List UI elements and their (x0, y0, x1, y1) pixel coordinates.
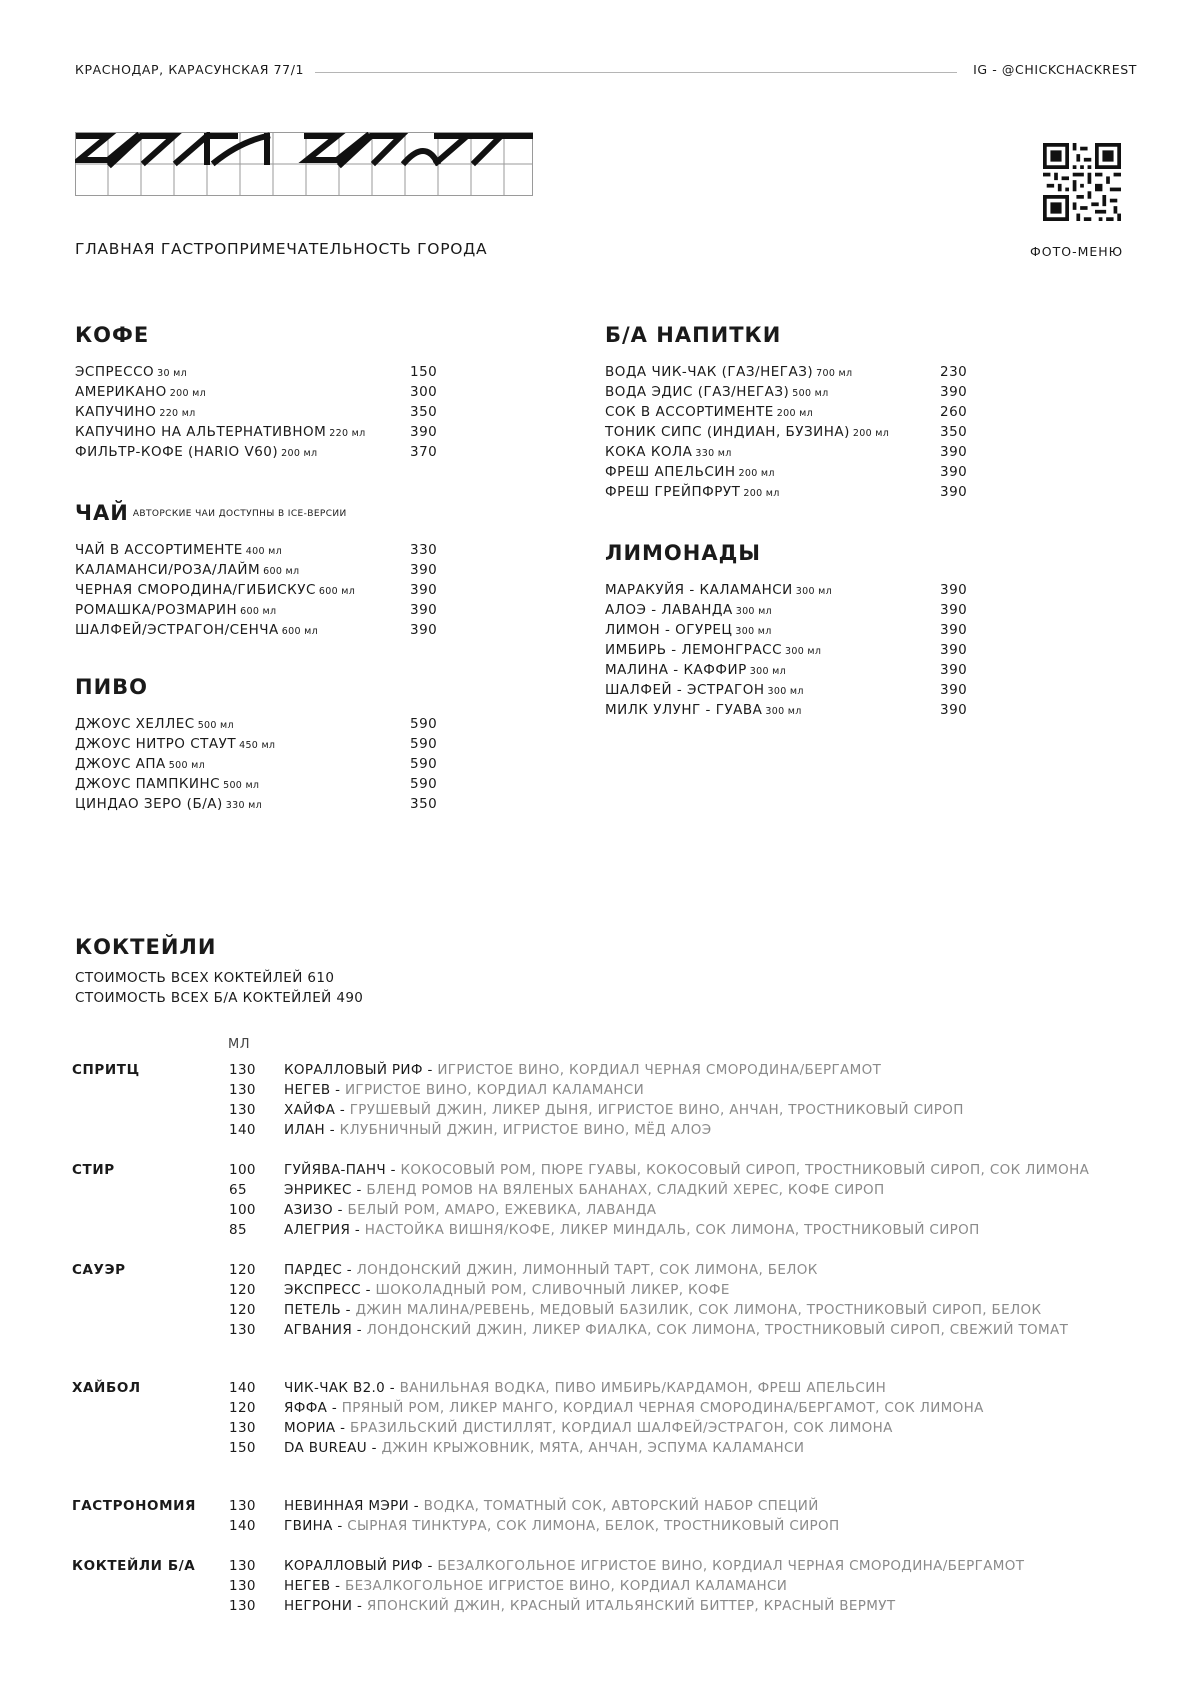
cocktail-separator: - (422, 1558, 438, 1574)
cocktail-name: НЕГЕВ (284, 1578, 331, 1594)
menu-item (75, 774, 438, 794)
cocktail-row (72, 1516, 1182, 1536)
menu-item (75, 442, 438, 462)
cocktail-ingredients: ИГРИСТОЕ ВИНО, КОРДИАЛ КАЛАМАНСИ (344, 1082, 645, 1098)
item-price: 330 (410, 542, 438, 558)
section-soft-drinks (605, 322, 968, 502)
cocktail-name: НЕВИННАЯ МЭРИ (284, 1498, 410, 1514)
item-price: 350 (940, 424, 968, 440)
cocktail-group (72, 1496, 1182, 1536)
item-volume: 300 мл (785, 646, 822, 657)
section-title-text: ЧАЙ (75, 501, 129, 525)
tagline: ГЛАВНАЯ ГАСТРОПРИМЕЧАТЕЛЬНОСТЬ ГОРОДА (75, 240, 488, 258)
menu-item (75, 754, 438, 774)
menu-item (605, 680, 968, 700)
item-volume: 200 мл (852, 428, 890, 439)
menu-list (75, 714, 438, 814)
item-name: ШАЛФЕЙ/ЭСТРАГОН/СЕНЧА (75, 622, 279, 638)
cocktail-ingredients: ГРУШЕВЫЙ ДЖИН, ЛИКЕР ДЫНЯ, ИГРИСТОЕ ВИНО, АНЧАН, ТРОСТНИКОВЫЙ СИРОП (349, 1102, 964, 1118)
cocktail-row (72, 1260, 1182, 1280)
cocktail-name: DA BUREAU (284, 1440, 368, 1456)
cocktail-separator: - (385, 1162, 401, 1178)
menu-item (75, 560, 438, 580)
item-volume: 330 мл (225, 800, 262, 811)
item-name: ЧЕРНАЯ СМОРОДИНА/ГИБИСКУС (75, 582, 316, 598)
cocktail-name: ПАРДЕС (284, 1262, 343, 1278)
item-price: 390 (410, 582, 438, 598)
cocktail-volume: 130 (229, 1578, 256, 1594)
menu-list (605, 580, 968, 720)
cocktail-description (284, 1418, 893, 1438)
cocktail-volume: 120 (229, 1262, 256, 1278)
item-volume: 600 мл (318, 586, 356, 597)
cocktail-volume: 140 (229, 1122, 256, 1138)
cocktail-ingredients: ВАНИЛЬНАЯ ВОДКА, ПИВО ИМБИРЬ/КАРДАМОН, ФРЕШ АПЕЛЬСИН (399, 1380, 887, 1396)
cocktail-volume: 130 (229, 1102, 256, 1118)
item-price: 350 (410, 404, 438, 420)
cocktail-name: ЯФФА (284, 1400, 328, 1416)
cocktail-row (72, 1378, 1182, 1398)
item-name: ШАЛФЕЙ - ЭСТРАГОН (605, 682, 765, 698)
item-name: МИЛК УЛУНГ - ГУАВА (605, 702, 763, 718)
cocktail-volume: 150 (229, 1440, 256, 1456)
menu-item (605, 362, 968, 382)
cocktail-group (72, 1060, 1182, 1140)
cocktail-row (72, 1438, 1182, 1458)
cocktail-name: АЛЕГРИЯ (284, 1222, 351, 1238)
item-price: 370 (410, 444, 438, 460)
item-price: 390 (940, 484, 968, 500)
item-volume: 200 мл (169, 388, 206, 399)
cocktail-ingredients: ЯПОНСКИЙ ДЖИН, КРАСНЫЙ ИТАЛЬЯНСКИЙ БИТТЕР, КРАСНЫЙ ВЕРМУТ (366, 1598, 896, 1614)
menu-item (75, 714, 438, 734)
cocktail-group-name: КОКТЕЙЛИ Б/А (72, 1558, 196, 1574)
section-beer (75, 674, 438, 814)
item-price: 590 (410, 716, 438, 732)
cocktail-ingredients: БЛЕНД РОМОВ НА ВЯЛЕНЫХ БАНАНАХ, СЛАДКИЙ ХЕРЕС, КОФЕ СИРОП (366, 1182, 885, 1198)
cocktail-row (72, 1060, 1182, 1080)
cocktail-separator: - (352, 1598, 367, 1614)
instagram-handle: IG - @CHICKCHACKREST (973, 62, 1137, 77)
cocktail-description (284, 1496, 819, 1516)
item-name: МАЛИНА - КАФФИР (605, 662, 747, 678)
item-price: 390 (410, 562, 438, 578)
item-price: 390 (940, 622, 968, 638)
item-volume: 500 мл (223, 780, 260, 791)
cocktail-description (284, 1220, 980, 1240)
cocktail-row (72, 1300, 1182, 1320)
item-price: 390 (940, 662, 968, 678)
item-price: 590 (410, 776, 438, 792)
cocktail-description (284, 1516, 840, 1536)
item-volume: 500 мл (168, 760, 205, 771)
item-volume: 220 мл (159, 408, 196, 419)
item-name: ДЖОУС НИТРО СТАУТ (75, 736, 237, 752)
cocktail-row (72, 1596, 1182, 1616)
cocktail-description (284, 1120, 712, 1140)
cocktail-group-name: ХАЙБОЛ (72, 1380, 141, 1396)
item-price: 230 (940, 364, 968, 380)
item-price: 390 (940, 702, 968, 718)
cocktail-group (72, 1260, 1182, 1340)
cocktail-description (284, 1200, 656, 1220)
cocktail-ingredients: БЕЗАЛКОГОЛЬНОЕ ИГРИСТОЕ ВИНО, КОРДИАЛ ЧЕРНАЯ СМОРОДИНА/БЕРГАМОТ (437, 1558, 1025, 1574)
cocktail-row (72, 1418, 1182, 1438)
section-title: ПИВО (75, 675, 149, 699)
cocktail-separator: - (422, 1062, 438, 1078)
item-volume: 300 мл (767, 686, 804, 697)
cocktail-ingredients: КЛУБНИЧНЫЙ ДЖИН, ИГРИСТОЕ ВИНО, МЁД АЛОЭ (339, 1122, 712, 1138)
cocktail-separator: - (340, 1302, 356, 1318)
cocktail-name: ЭНРИКЕС (284, 1182, 352, 1198)
item-volume: 300 мл (749, 666, 786, 677)
menu-list (75, 362, 438, 462)
section-note: АВТОРСКИЕ ЧАИ ДОСТУПНЫ В ICE-ВЕРСИИ (132, 509, 347, 519)
menu-item (605, 620, 968, 640)
menu-item (75, 600, 438, 620)
cocktail-description (284, 1576, 787, 1596)
cocktail-name: КОРАЛЛОВЫЙ РИФ (284, 1062, 423, 1078)
section-tea (75, 500, 438, 640)
cocktail-description (284, 1556, 1024, 1576)
brand-logo (75, 132, 533, 196)
cocktail-volume: 130 (229, 1498, 256, 1514)
cocktail-group-name: САУЭР (72, 1262, 126, 1278)
cocktail-volume: 130 (229, 1420, 256, 1436)
cocktail-separator: - (327, 1400, 342, 1416)
cocktail-group (72, 1160, 1182, 1240)
item-price: 390 (940, 682, 968, 698)
item-name: КОКА КОЛА (605, 444, 693, 460)
menu-item (605, 600, 968, 620)
cocktail-ingredients: ШОКОЛАДНЫЙ РОМ, СЛИВОЧНЫЙ ЛИКЕР, КОФЕ (375, 1282, 730, 1298)
menu-item (75, 382, 438, 402)
item-price: 150 (410, 364, 438, 380)
menu-list (75, 540, 438, 640)
section-lemonades (605, 540, 968, 720)
item-volume: 330 мл (695, 448, 732, 459)
menu-item (75, 402, 438, 422)
item-name: ЭСПРЕССО (75, 364, 155, 380)
item-price: 390 (410, 602, 438, 618)
cocktail-row (72, 1100, 1182, 1120)
menu-item (605, 580, 968, 600)
cocktail-name: НЕГЕВ (284, 1082, 331, 1098)
item-volume: 600 мл (281, 626, 318, 637)
item-price: 390 (410, 424, 438, 440)
top-bar (75, 62, 1137, 78)
item-volume: 500 мл (792, 388, 829, 399)
cocktail-name: АЗИЗО (284, 1202, 334, 1218)
item-volume: 600 мл (263, 566, 300, 577)
cocktail-description (284, 1280, 730, 1300)
cocktail-description (284, 1080, 644, 1100)
cocktail-row (72, 1200, 1182, 1220)
cocktail-volume: 120 (229, 1400, 256, 1416)
cocktails-price-all: СТОИМОСТЬ ВСЕХ КОКТЕЙЛЕЙ 610 (75, 970, 335, 986)
cocktail-ingredients: БЕЗАЛКОГОЛЬНОЕ ИГРИСТОЕ ВИНО, КОРДИАЛ КАЛАМАНСИ (344, 1578, 788, 1594)
cocktail-separator: - (330, 1578, 345, 1594)
menu-item (75, 734, 438, 754)
item-price: 300 (410, 384, 438, 400)
cocktail-separator: - (330, 1082, 345, 1098)
item-name: ФРЕШ АПЕЛЬСИН (605, 464, 736, 480)
item-name: ВОДА ЭДИС (ГАЗ/НЕГАЗ) (605, 384, 790, 400)
cocktail-separator: - (335, 1102, 350, 1118)
menu-item (75, 422, 438, 442)
cocktail-description (284, 1100, 964, 1120)
cocktail-name: ГУЙЯВА-ПАНЧ (284, 1162, 386, 1178)
item-name: АМЕРИКАНО (75, 384, 167, 400)
item-volume: 200 мл (776, 408, 813, 419)
cocktail-ingredients: ЛОНДОНСКИЙ ДЖИН, ЛИКЕР ФИАЛКА, СОК ЛИМОНА, ТРОСТНИКОВЫЙ СИРОП, СВЕЖИЙ ТОМАТ (366, 1322, 1069, 1338)
cocktail-description (284, 1180, 885, 1200)
cocktail-group (72, 1556, 1182, 1616)
menu-item (75, 540, 438, 560)
item-volume: 450 мл (239, 740, 276, 751)
item-price: 260 (940, 404, 968, 420)
item-volume: 600 мл (240, 606, 277, 617)
cocktail-name: ЧИК-ЧАК В2.0 (284, 1380, 386, 1396)
cocktail-group (72, 1378, 1182, 1458)
item-volume: 300 мл (765, 706, 802, 717)
cocktail-volume: 85 (229, 1222, 247, 1238)
item-volume: 30 мл (157, 368, 188, 379)
item-name: ФРЕШ ГРЕЙПФРУТ (605, 484, 741, 500)
menu-item (605, 402, 968, 422)
cocktail-ingredients: БЕЛЫЙ РОМ, АМАРО, ЕЖЕВИКА, ЛАВАНДА (347, 1202, 657, 1218)
menu-item (605, 442, 968, 462)
cocktail-row (72, 1496, 1182, 1516)
cocktail-row (72, 1160, 1182, 1180)
item-price: 590 (410, 736, 438, 752)
section-title: КОКТЕЙЛИ (75, 935, 217, 959)
menu-item (605, 482, 968, 502)
menu-item (75, 362, 438, 382)
cocktail-separator: - (367, 1440, 382, 1456)
cocktail-separator: - (385, 1380, 400, 1396)
item-name: ЛИМОН - ОГУРЕЦ (605, 622, 733, 638)
item-volume: 400 мл (245, 546, 282, 557)
section-coffee (75, 322, 438, 462)
cocktail-ingredients: ПРЯНЫЙ РОМ, ЛИКЕР МАНГО, КОРДИАЛ ЧЕРНАЯ СМОРОДИНА/БЕРГАМОТ, СОК ЛИМОНА (341, 1400, 984, 1416)
item-volume: 300 мл (735, 626, 772, 637)
cocktail-description (284, 1378, 886, 1398)
cocktail-group-name: СТИР (72, 1162, 115, 1178)
cocktail-volume: 100 (229, 1202, 256, 1218)
cocktail-name: АГВАНИЯ (284, 1322, 353, 1338)
cocktail-name: ЭКСПРЕСС (284, 1282, 361, 1298)
cocktail-volume: 130 (229, 1558, 256, 1574)
cocktail-row (72, 1180, 1182, 1200)
ml-column-header: МЛ (228, 1037, 250, 1052)
cocktail-name: ГВИНА (284, 1518, 333, 1534)
item-price: 390 (940, 444, 968, 460)
item-volume: 300 мл (795, 586, 832, 597)
cocktail-row (72, 1556, 1182, 1576)
cocktail-volume: 130 (229, 1322, 256, 1338)
qr-code-icon[interactable] (1043, 143, 1121, 221)
cocktail-description (284, 1320, 1068, 1340)
section-title (75, 500, 355, 526)
item-name: КАЛАМАНСИ/РОЗА/ЛАЙМ (75, 562, 261, 578)
cocktail-ingredients: ИГРИСТОЕ ВИНО, КОРДИАЛ ЧЕРНАЯ СМОРОДИНА/БЕРГАМОТ (437, 1062, 882, 1078)
cocktail-ingredients: БРАЗИЛЬСКИЙ ДИСТИЛЛЯТ, КОРДИАЛ ШАЛФЕЙ/ЭСТРАГОН, СОК ЛИМОНА (350, 1420, 893, 1436)
item-name: ДЖОУС ПАМПКИНС (75, 776, 221, 792)
cocktail-name: ПЕТЕЛЬ (284, 1302, 341, 1318)
menu-item (605, 462, 968, 482)
cocktail-group-name: ГАСТРОНОМИЯ (72, 1498, 197, 1514)
cocktail-description (284, 1438, 804, 1458)
cocktail-volume: 130 (229, 1598, 256, 1614)
cocktail-name: ИЛАН (284, 1122, 326, 1138)
menu-item (605, 382, 968, 402)
menu-item (75, 580, 438, 600)
cocktail-ingredients: ДЖИН КРЫЖОВНИК, МЯТА, АНЧАН, ЭСПУМА КАЛАМАНСИ (381, 1440, 805, 1456)
item-name: ДЖОУС ХЕЛЛЕС (75, 716, 195, 732)
cocktail-ingredients: ЛОНДОНСКИЙ ДЖИН, ЛИМОННЫЙ ТАРТ, СОК ЛИМОНА, БЕЛОК (356, 1262, 818, 1278)
menu-item (75, 620, 438, 640)
photo-menu-label: ФОТО-МЕНЮ (1030, 244, 1124, 259)
cocktail-row (72, 1320, 1182, 1340)
cocktail-row (72, 1398, 1182, 1418)
cocktail-row (72, 1576, 1182, 1596)
item-volume: 700 мл (816, 368, 853, 379)
section-title: КОФЕ (75, 323, 150, 347)
cocktail-ingredients: КОКОСОВЫЙ РОМ, ПЮРЕ ГУАВЫ, КОКОСОВЫЙ СИРОП, ТРОСТНИКОВЫЙ СИРОП, СОК ЛИМОНА (400, 1162, 1090, 1178)
cocktail-name: НЕГРОНИ (284, 1598, 353, 1614)
item-name: СОК В АССОРТИМЕНТЕ (605, 404, 774, 420)
item-volume: 500 мл (197, 720, 234, 731)
item-volume: 200 мл (738, 468, 775, 479)
cocktail-separator: - (409, 1498, 424, 1514)
cocktail-separator: - (350, 1222, 365, 1238)
item-name: МАРАКУЙЯ - КАЛАМАНСИ (605, 582, 793, 598)
menu-item (605, 422, 968, 442)
item-price: 590 (410, 756, 438, 772)
item-price: 390 (410, 622, 438, 638)
cocktail-volume: 140 (229, 1518, 256, 1534)
cocktail-ingredients: СЫРНАЯ ТИНКТУРА, СОК ЛИМОНА, БЕЛОК, ТРОСТНИКОВЫЙ СИРОП (347, 1518, 840, 1534)
section-title: ЛИМОНАДЫ (605, 541, 762, 565)
cocktails-price-na: СТОИМОСТЬ ВСЕХ Б/А КОКТЕЙЛЕЙ 490 (75, 990, 364, 1006)
cocktail-row (72, 1080, 1182, 1100)
cocktail-name: КОРАЛЛОВЫЙ РИФ (284, 1558, 423, 1574)
section-title: Б/А НАПИТКИ (605, 323, 782, 347)
item-name: ФИЛЬТР-КОФЕ (HARIO V60) (75, 444, 279, 460)
cocktail-separator: - (352, 1322, 367, 1338)
header-divider (315, 72, 957, 73)
cocktail-ingredients: ВОДКА, ТОМАТНЫЙ СОК, АВТОРСКИЙ НАБОР СПЕЦИЙ (423, 1498, 819, 1514)
cocktail-volume: 130 (229, 1062, 256, 1078)
cocktail-volume: 120 (229, 1282, 256, 1298)
cocktail-volume: 65 (229, 1182, 247, 1198)
cocktail-row (72, 1120, 1182, 1140)
cocktail-description (284, 1060, 881, 1080)
item-volume: 220 мл (329, 428, 366, 439)
address: КРАСНОДАР, КАРАСУНСКАЯ 77/1 (75, 62, 305, 77)
cocktail-description (284, 1300, 1041, 1320)
menu-item (605, 640, 968, 660)
item-name: ВОДА ЧИК-ЧАК (ГАЗ/НЕГАЗ) (605, 364, 814, 380)
item-price: 390 (940, 602, 968, 618)
cocktail-description (284, 1260, 818, 1280)
cocktail-volume: 100 (229, 1162, 256, 1178)
cocktail-ingredients: НАСТОЙКА ВИШНЯ/КОФЕ, ЛИКЕР МИНДАЛЬ, СОК ЛИМОНА, ТРОСТНИКОВЫЙ СИРОП (364, 1222, 980, 1238)
item-name: РОМАШКА/РОЗМАРИН (75, 602, 238, 618)
cocktail-name: МОРИА (284, 1420, 336, 1436)
cocktail-separator: - (333, 1202, 348, 1218)
menu-item (605, 660, 968, 680)
cocktail-separator: - (332, 1518, 348, 1534)
menu-list (605, 362, 968, 502)
cocktail-description (284, 1596, 895, 1616)
menu-item (75, 794, 438, 814)
item-name: КАПУЧИНО НА АЛЬТЕРНАТИВНОМ (75, 424, 327, 440)
cocktail-volume: 140 (229, 1380, 256, 1396)
cocktail-ingredients: ДЖИН МАЛИНА/РЕВЕНЬ, МЕДОВЫЙ БАЗИЛИК, СОК ЛИМОНА, ТРОСТНИКОВЫЙ СИРОП, БЕЛОК (355, 1302, 1042, 1318)
cocktail-separator: - (351, 1182, 367, 1198)
item-name: ИМБИРЬ - ЛЕМОНГРАСС (605, 642, 783, 658)
cocktail-description (284, 1160, 1089, 1180)
item-name: ДЖОУС АПА (75, 756, 166, 772)
cocktail-separator: - (342, 1262, 357, 1278)
item-price: 390 (940, 582, 968, 598)
item-name: КАПУЧИНО (75, 404, 157, 420)
cocktail-separator: - (335, 1420, 351, 1436)
cocktail-row (72, 1280, 1182, 1300)
cocktail-description (284, 1398, 984, 1418)
cocktail-separator: - (360, 1282, 376, 1298)
cocktail-volume: 120 (229, 1302, 256, 1318)
section-cocktails (75, 934, 363, 1008)
item-price: 390 (940, 642, 968, 658)
item-price: 350 (410, 796, 438, 812)
cocktail-group-name: СПРИТЦ (72, 1062, 140, 1078)
cocktail-row (72, 1220, 1182, 1240)
item-price: 390 (940, 464, 968, 480)
cocktail-separator: - (325, 1122, 340, 1138)
item-name: АЛОЭ - ЛАВАНДА (605, 602, 733, 618)
item-name: ЧАЙ В АССОРТИМЕНТЕ (75, 542, 243, 558)
item-volume: 200 мл (743, 488, 780, 499)
item-volume: 200 мл (281, 448, 318, 459)
cocktail-volume: 130 (229, 1082, 256, 1098)
item-name: ТОНИК СИПС (ИНДИАН, БУЗИНА) (605, 424, 850, 440)
item-price: 390 (940, 384, 968, 400)
cocktail-name: ХАЙФА (284, 1102, 336, 1118)
item-name: ЦИНДАО ЗЕРО (Б/А) (75, 796, 223, 812)
item-volume: 300 мл (735, 606, 772, 617)
menu-item (605, 700, 968, 720)
